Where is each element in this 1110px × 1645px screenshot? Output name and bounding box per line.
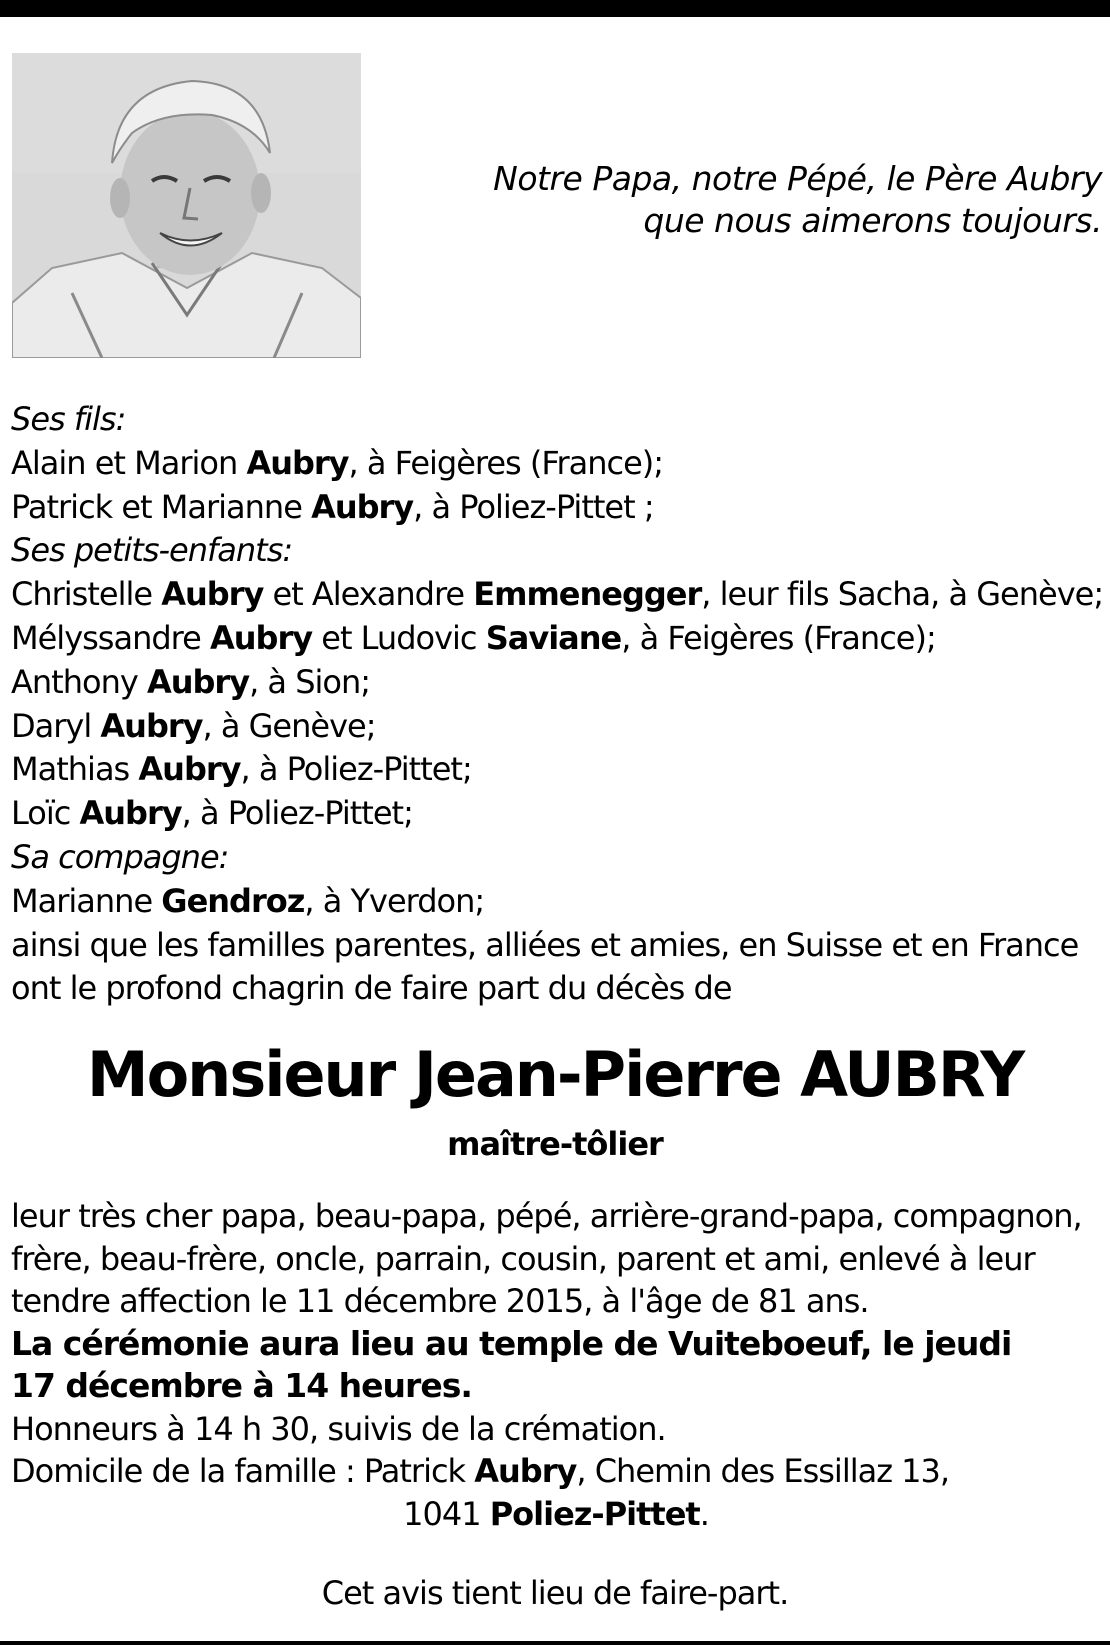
portrait-photo <box>12 53 361 358</box>
list-item: Alain et Marion Aubry, à Feigères (France); <box>11 443 664 482</box>
list-item: Christelle Aubry et Alexandre Emmenegger, leur fils Sacha, à Genève; <box>11 575 1104 614</box>
quote-line-2: que nous aimerons toujours. <box>643 201 1102 240</box>
home-address-line-2: 1041 Poliez-Pittet. <box>403 1494 709 1533</box>
grandchildren-heading: Ses petits-enfants: <box>11 531 293 570</box>
home-address-line-1: Domicile de la famille : Patrick Aubry, Chemin des Essillaz 13, <box>11 1452 950 1490</box>
list-item: Mathias Aubry, à Poliez-Pittet; <box>11 750 472 789</box>
list-item: Patrick et Marianne Aubry, à Poliez-Pittet ; <box>11 487 654 526</box>
honors-line: Honneurs à 14 h 30, suivis de la crémation. <box>11 1409 666 1448</box>
list-item: Loïc Aubry, à Poliez-Pittet; <box>11 794 413 833</box>
companion-heading: Sa compagne: <box>11 837 229 876</box>
list-item: Marianne Gendroz, à Yverdon; <box>11 881 485 920</box>
footer-note: Cet avis tient lieu de faire-part. <box>321 1574 789 1612</box>
memorial-quote <box>482 158 1102 242</box>
details-line-3: tendre affection le 11 décembre 2015, à l'âge de 81 ans. <box>11 1282 869 1320</box>
deceased-name: Monsieur Jean-Pierre AUBRY <box>86 1038 1024 1111</box>
top-rule <box>0 0 1110 17</box>
details-block <box>11 1195 1101 1535</box>
details-line-1: leur très cher papa, beau-papa, pépé, arrière-grand-papa, compagnon, <box>11 1197 1082 1235</box>
details-line-2: frère, beau-frère, oncle, parrain, cousin, parent et ami, enlevé à leur <box>11 1239 1035 1278</box>
list-item: Mélyssandre Aubry et Ludovic Saviane, à Feigères (France); <box>11 618 936 657</box>
bottom-rule <box>0 1641 1110 1645</box>
family-list <box>11 398 1104 1011</box>
list-item: Daryl Aubry, à Genève; <box>11 706 376 745</box>
ceremony-line-2: 17 décembre à 14 heures. <box>11 1366 472 1405</box>
quote-line-1: Notre Papa, notre Pépé, le Père Aubry <box>493 159 1102 198</box>
announce-line: ont le profond chagrin de faire part du décès de <box>11 969 732 1008</box>
ceremony-line-1: La cérémonie aura lieu au temple de Vuiteboeuf, le jeudi <box>11 1323 1012 1363</box>
deceased-profession: maître-tôlier <box>447 1125 663 1163</box>
families-line: ainsi que les familles parentes, alliées et amies, en Suisse et en France <box>11 925 1079 964</box>
list-item: Anthony Aubry, à Sion; <box>11 662 371 701</box>
sons-heading: Ses fils: <box>11 400 126 438</box>
